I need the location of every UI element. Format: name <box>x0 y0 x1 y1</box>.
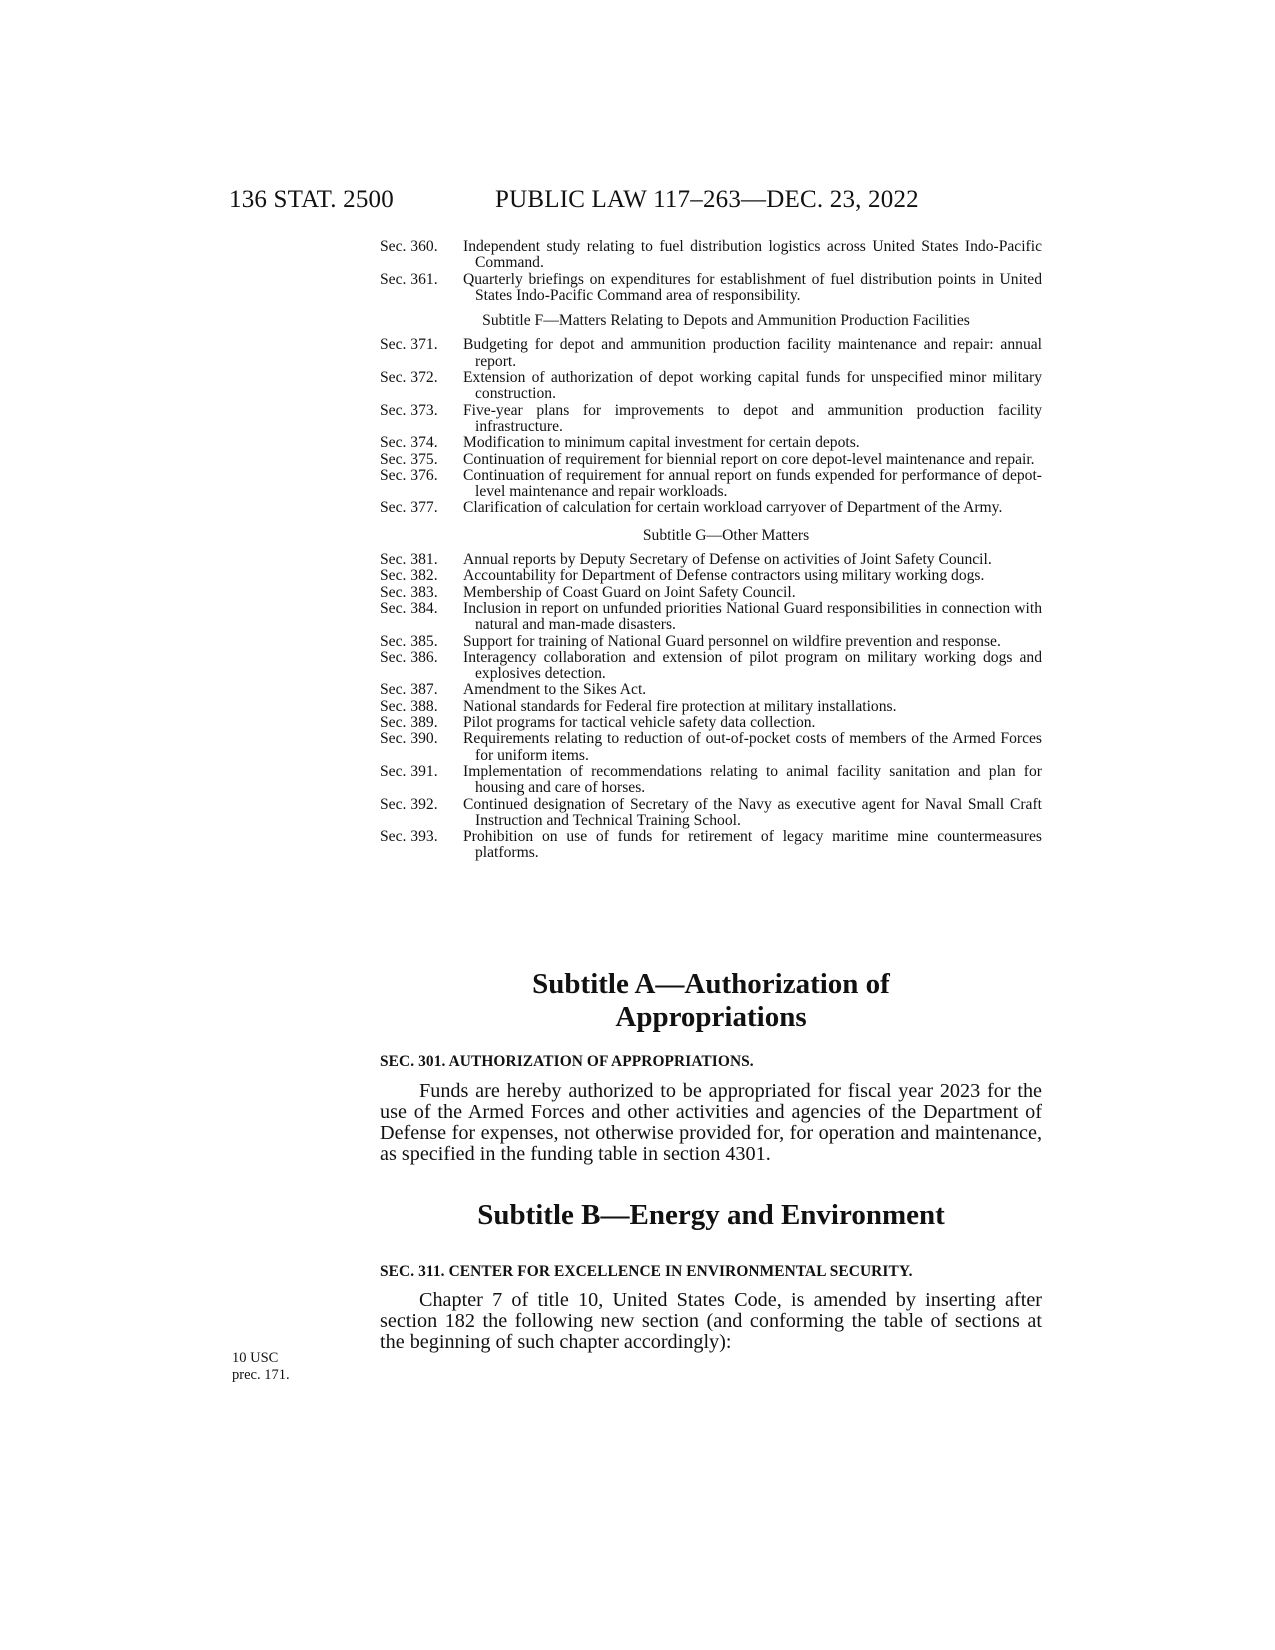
toc-entry <box>380 764 1042 797</box>
subtitle-a-heading <box>380 968 1042 1034</box>
sec-311-body: Chapter 7 of title 10, United States Code, is amended by inserting after section 182 the following new section (and conforming the table of sections at the beginning of such chapter accordingly): <box>380 1289 1042 1353</box>
toc-entry-number: Sec. 372. <box>380 369 438 387</box>
margin-citation-note <box>232 1350 290 1384</box>
toc-entry-title: Continuation of requirement for biennial report on core depot-level maintenance and repair. <box>463 450 1035 468</box>
toc-entry-title: Modification to minimum capital investment for certain depots. <box>463 434 860 452</box>
toc-entry <box>380 468 1042 501</box>
subtitle-b-heading: Subtitle B—Energy and Environment <box>477 1199 945 1231</box>
toc-entry-title: Extension of authorization of depot working capital funds for unspecified minor military construction. <box>463 369 1042 403</box>
toc-entry-number: Sec. 393. <box>380 828 438 846</box>
toc-entry-number: Sec. 377. <box>380 499 438 517</box>
toc-entry <box>380 634 1042 650</box>
toc-entry-title: Annual reports by Deputy Secretary of Defense on activities of Joint Safety Council. <box>463 551 992 569</box>
toc-entry <box>380 797 1042 830</box>
margin-note-line2: prec. 171. <box>232 1367 290 1383</box>
toc-entry-number: Sec. 371. <box>380 336 438 354</box>
toc-entry <box>380 601 1042 634</box>
margin-note-line1: 10 USC <box>232 1350 279 1366</box>
toc-entry-number: Sec. 392. <box>380 795 438 813</box>
toc-entry-title: Continuation of requirement for annual report on funds expended for performance of depot-level maintenance and repair workloads. <box>463 466 1042 501</box>
toc-entry-number: Sec. 375. <box>380 450 438 468</box>
toc-group-g <box>380 552 1042 862</box>
toc-group-f <box>380 337 1042 516</box>
toc-entry-number: Sec. 381. <box>380 551 438 569</box>
toc-subtitle-g: Subtitle G—Other Matters <box>642 526 810 544</box>
toc-entry-title: Support for training of National Guard personnel on wildfire prevention and response. <box>463 632 1001 650</box>
toc-entry <box>380 239 1042 272</box>
toc-group-top <box>380 239 1042 304</box>
toc-entry-number: Sec. 374. <box>380 434 438 452</box>
subtitle-a-line2: Appropriations <box>615 1001 807 1033</box>
toc-entry-title: Quarterly briefings on expenditures for establishment of fuel distribution points in United States Indo-Pacific Command area of responsibility. <box>463 270 1042 304</box>
toc-entry <box>380 699 1042 715</box>
toc-entry-title: Five-year plans for improvements to depot and ammunition production facility infrastructure. <box>463 401 1042 435</box>
toc-subtitle-f: Subtitle F—Matters Relating to Depots and Ammunition Production Facilities <box>482 312 970 330</box>
toc-entry-number: Sec. 376. <box>380 466 438 484</box>
toc-entry <box>380 552 1042 568</box>
toc-entry <box>380 403 1042 436</box>
toc-entry <box>380 452 1042 468</box>
toc-entry <box>380 568 1042 584</box>
toc-entry-number: Sec. 385. <box>380 632 438 650</box>
toc-entry-number: Sec. 391. <box>380 762 438 780</box>
toc-entry-number: Sec. 387. <box>380 681 438 699</box>
toc-entry-title: National standards for Federal fire protection at military installations. <box>463 697 897 715</box>
toc-entry <box>380 435 1042 451</box>
toc-entry-title: Membership of Coast Guard on Joint Safety Council. <box>463 583 796 601</box>
toc-entry <box>380 337 1042 370</box>
toc-entry-number: Sec. 388. <box>380 697 438 715</box>
page-stat-number: 136 STAT. 2500 <box>229 186 394 213</box>
toc-entry <box>380 715 1042 731</box>
toc-entry <box>380 650 1042 683</box>
toc-entry-number: Sec. 360. <box>380 238 438 255</box>
toc-entry-number: Sec. 382. <box>380 567 438 585</box>
toc-entry-number: Sec. 389. <box>380 714 438 732</box>
subtitle-a-line1: Subtitle A—Authorization of <box>532 968 890 1000</box>
toc-entry-title: Prohibition on use of funds for retirement of legacy maritime mine countermeasures platforms. <box>463 828 1042 862</box>
toc-entry-number: Sec. 373. <box>380 401 438 419</box>
toc-entry-title: Interagency collaboration and extension of pilot program on military working dogs and explosives detection. <box>463 648 1042 683</box>
sec-301-body: Funds are hereby authorized to be appropriated for fiscal year 2023 for the use of the Armed Forces and other activities and agencies of the Department of Defense for expenses, not otherwise provided for, for operation and maintenance, as specified in the funding table in section 4301. <box>380 1080 1042 1165</box>
toc-entry-number: Sec. 361. <box>380 270 438 288</box>
toc-entry <box>380 500 1042 516</box>
toc-entry <box>380 370 1042 403</box>
toc-entry <box>380 272 1042 305</box>
toc-entry-number: Sec. 384. <box>380 599 438 617</box>
toc-entry-title: Pilot programs for tactical vehicle safety data collection. <box>463 714 816 732</box>
toc-entry <box>380 585 1042 601</box>
toc-entry-title: Budgeting for depot and ammunition production facility maintenance and repair: annual report. <box>463 336 1042 370</box>
toc-entry-title: Amendment to the Sikes Act. <box>463 681 647 699</box>
toc-entry-title: Inclusion in report on unfunded priorities National Guard responsibilities in connection with natural and man-made disasters. <box>463 599 1042 634</box>
running-header-title: PUBLIC LAW 117–263—DEC. 23, 2022 <box>495 186 919 213</box>
table-of-contents <box>380 239 1042 862</box>
toc-entry <box>380 731 1042 764</box>
toc-entry-title: Requirements relating to reduction of out-of-pocket costs of members of the Armed Forces for uniform items. <box>463 730 1042 764</box>
toc-entry-title: Clarification of calculation for certain workload carryover of Department of the Army. <box>463 499 1003 517</box>
toc-entry-title: Continued designation of Secretary of the Navy as executive agent for Naval Small Craft Instruction and Technical Training School. <box>463 795 1042 829</box>
sec-301-heading: SEC. 301. AUTHORIZATION OF APPROPRIATIONS. <box>380 1053 754 1070</box>
toc-entry-number: Sec. 386. <box>380 648 438 666</box>
sec-311-heading: SEC. 311. CENTER FOR EXCELLENCE IN ENVIRONMENTAL SECURITY. <box>380 1263 913 1280</box>
toc-entry-number: Sec. 383. <box>380 583 438 601</box>
toc-entry-number: Sec. 390. <box>380 730 438 748</box>
toc-entry-title: Implementation of recommendations relating to animal facility sanitation and plan for housing and care of horses. <box>463 762 1042 797</box>
toc-entry <box>380 829 1042 862</box>
toc-entry <box>380 682 1042 698</box>
toc-entry-title: Independent study relating to fuel distribution logistics across United States Indo-Pacific Command. <box>463 238 1042 272</box>
toc-entry-title: Accountability for Department of Defense contractors using military working dogs. <box>463 567 985 585</box>
